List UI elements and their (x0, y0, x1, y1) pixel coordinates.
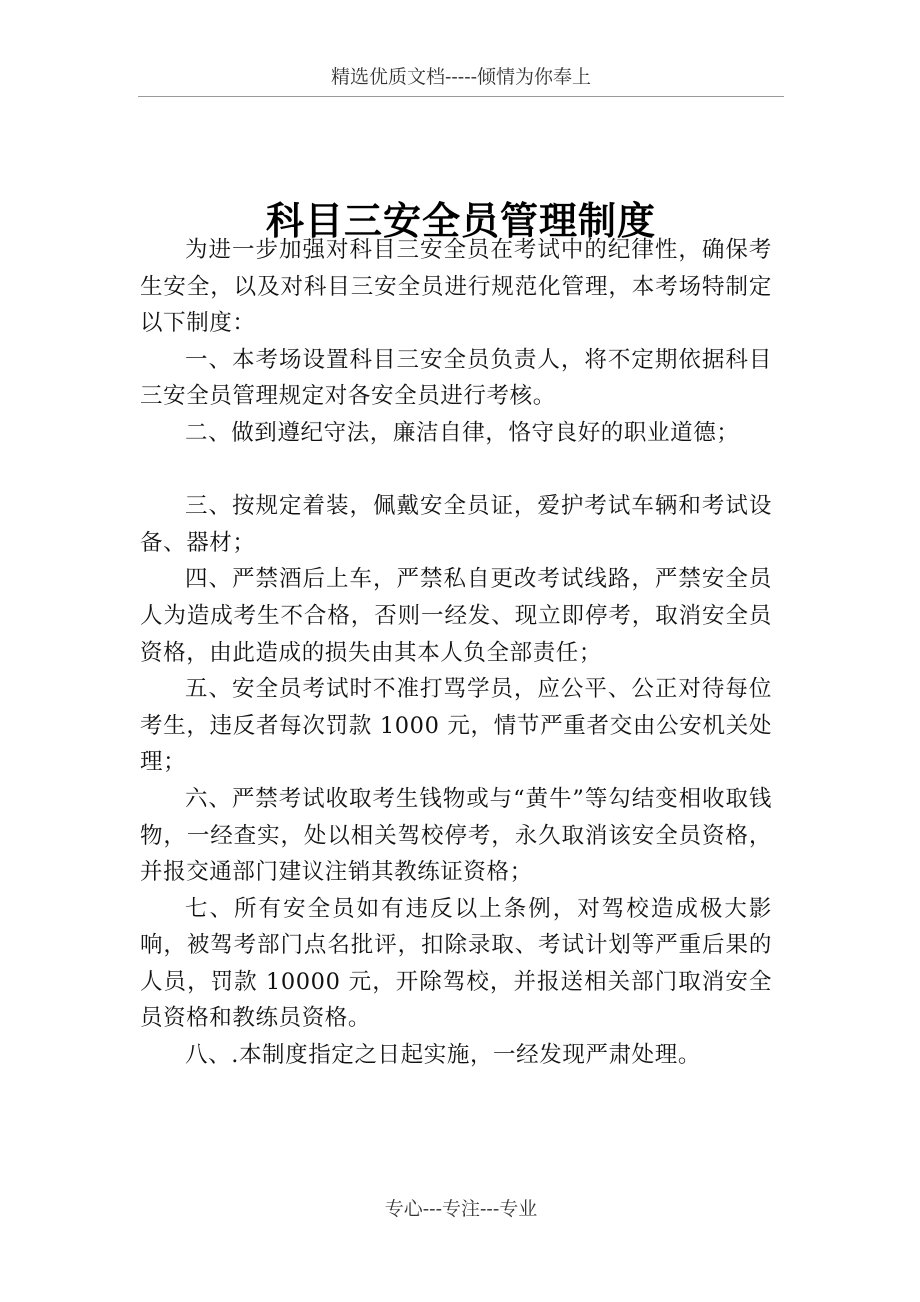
page-footer-text: 专心---专注---专业 (384, 1198, 538, 1220)
page-footer (138, 1196, 784, 1222)
document-body (140, 232, 772, 1074)
page-header-text: 精选优质文档-----倾情为你奉上 (330, 66, 592, 88)
rule-4-paragraph: 四、严禁酒后上车，严禁私自更改考试线路，严禁安全员人为造成考生不合格，否则一经发、现立即停考，取消安全员 资格，由此造成的损失由其本人负全部责任； (140, 566, 772, 666)
rule-8-paragraph: 八、.本制度指定之日起实施，一经发现严肃处理。 (185, 1042, 701, 1069)
rule-6-paragraph: 六、严禁考试收取考生钱物或与“黄牛”等勾结变相收取钱物，一经查实，处以相关驾校停考，永久取消该安全员资格，并报交通部门建议注销其教练证资格； (140, 785, 772, 886)
rule-1-paragraph: 一、本考场设置科目三安全员负责人，将不定期依据科目三安全员管理规定对各安全员进行考核。 (140, 346, 772, 410)
intro-paragraph: 为进一步加强对科目三安全员在考试中的纪律性，确保考生安全，以及对科目三安全员进行规范化管理，本考场特制定以下制度： (140, 237, 772, 337)
rule-2-paragraph: 二、做到遵纪守法，廉洁自律，恪守良好的职业道德； (185, 419, 740, 446)
document-title: 科目三安全员管理制度 (265, 199, 656, 244)
rule-7-paragraph: 七、所有安全员如有违反以上条例，对驾校造成极大影响，被驾考部门点名批评，扣除录取、考试计划等严重后果的人员，罚款 10000 元，开除驾校，并报送相关部门取消安全员资格和教练员资格。 (140, 895, 772, 1032)
rule-5-paragraph: 五、安全员考试时不准打骂学员，应公平、公正对待每位考生，违反者每次罚款 1000 元，情节严重者交由公安机关处理； (140, 676, 772, 776)
blank-line (140, 452, 772, 489)
rule-3-paragraph: 三、按规定着装，佩戴安全员证，爱护考试车辆和考试设备、器材； (140, 493, 772, 556)
page-header (138, 64, 784, 97)
